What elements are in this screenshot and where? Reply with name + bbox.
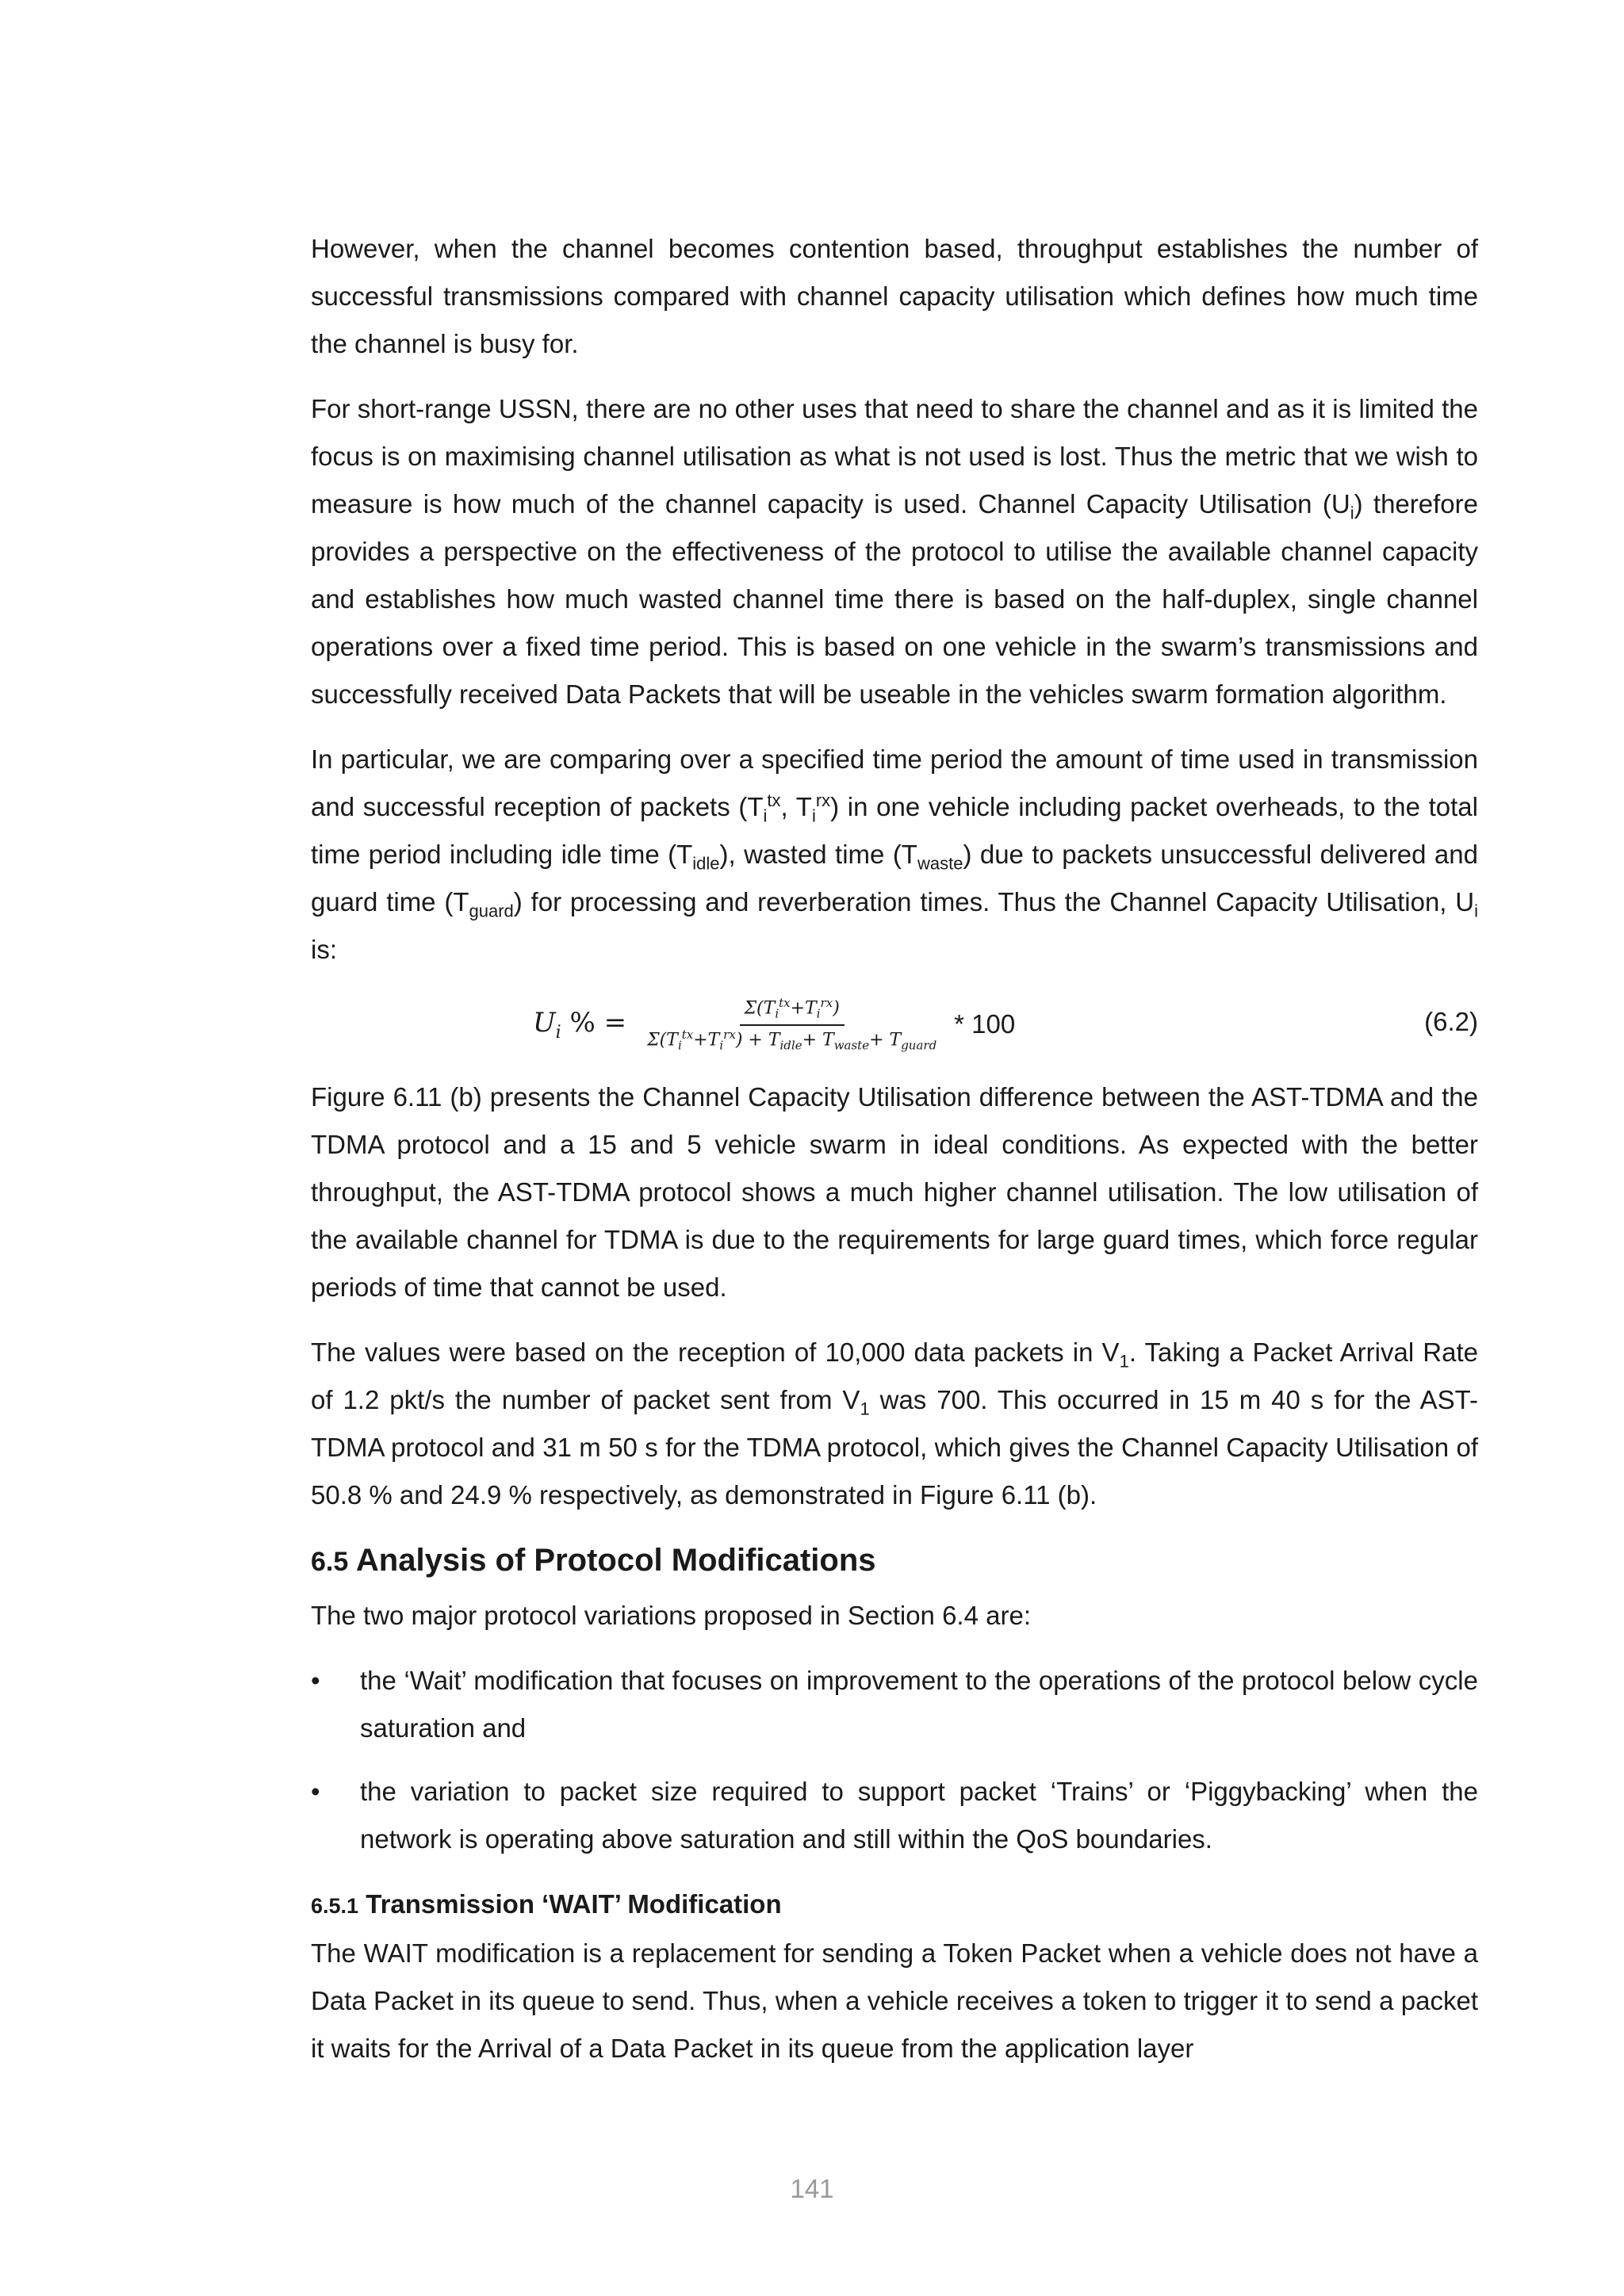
equation-6-2 bbox=[311, 991, 1478, 1058]
equation-body bbox=[533, 991, 1015, 1058]
paragraph-wait-modification: The WAIT modification is a replacement for sending a Token Packet when a vehicle does not have a Data Packet in its queue to send. Thus, when a vehicle receives a token to trigger it to send a packet it waits for the Arrival of a Data Packet in its queue from the application layer bbox=[311, 1938, 1478, 2063]
page-content bbox=[311, 225, 1478, 2090]
bullet-item: • the ‘Wait’ modification that focuses on improvement to the operations of the protocol below cycle saturation and bbox=[311, 1657, 1478, 1752]
paragraph-values: The values were based on the reception of 10,000 data packets in $V_1$. Taking a Packet Arrival Rate of 1.2 pkt/s the number of packet sent from $V_1$ was 700. This occurred in 15 m 40 s for the AST-TDMA protocol and 31 m 50 s for the TDMA protocol, which gives the Channel Capacity Utilisation of 50.8 % and 24.9 % respectively, as demonstrated in Figure 6.11 (b). bbox=[311, 1337, 1478, 1510]
paragraph-variations-intro: The two major protocol variations proposed in Section 6.4 are: bbox=[311, 1601, 1031, 1630]
section-heading: 6.5 Analysis of Protocol Modifications bbox=[311, 1543, 876, 1578]
equation-number: (6.2) bbox=[1424, 1007, 1478, 1036]
equation-rhs: * 100 bbox=[954, 1009, 1016, 1039]
bullet-item: • the variation to packet size required to support packet ‘Trains’ or ‘Piggybacking’ when the network is operating above saturation and still within the QoS boundaries. bbox=[311, 1768, 1478, 1863]
equation-lhs: $U_i$ % = bbox=[533, 1006, 627, 1043]
bullet-marker: • bbox=[311, 1777, 320, 1806]
bullet-marker: • bbox=[311, 1666, 320, 1695]
paragraph-comparison-definition: In particular, we are comparing over a specified time period the amount of time used in transmission and successful reception of packets ($T_i^{tx}$, $T_i^{rx}$) in one vehicle including packet overheads, to the total time period including idle time $(T_{idle})$, wasted time $(T_{waste})$ due to packets unsuccessful delivered and guard time $(T_{guard})$ for processing and reverberation times. Thus the Channel Capacity Utilisation, $U_i$ is: bbox=[311, 744, 1478, 964]
page-number: 141 bbox=[790, 2174, 834, 2203]
equation-denominator: $\Sigma(T_i^{tx}+T_i^{rx}) + T_{idle}+ T_{waste}+ T_{guard}$ bbox=[647, 1027, 937, 1053]
paragraph-channel-utilisation: For short-range USSN, there are no other uses that need to share the channel and as it is limited the focus is on maximising channel utilisation as what is not used is lost. Thus the metric that we wish to measure is how much of the channel capacity is used. Channel Capacity Utilisation $(U_i)$ therefore provides a perspective on the effectiveness of the protocol to utilise the available channel capacity and establishes how much wasted channel time there is based on the half-duplex, single channel operations over a fixed time period. This is based on one vehicle in the swarm’s transmissions and successfully received Data Packets that will be useable in the vehicles swarm formation algorithm. bbox=[311, 394, 1478, 709]
bullet-list bbox=[311, 1657, 1478, 1863]
paragraph-throughput: However, when the channel becomes contention based, throughput establishes the number of successful transmissions compared with channel capacity utilisation which defines how much time the channel is busy for. bbox=[311, 234, 1478, 358]
equation-fraction bbox=[642, 996, 941, 1052]
subsection-heading: 6.5.1 Transmission ‘WAIT’ Modification bbox=[311, 1889, 782, 1919]
equation-numerator: $\Sigma(T_i^{tx}+T_i^{rx})$ bbox=[740, 996, 845, 1026]
paragraph-figure-discussion: Figure 6.11 (b) presents the Channel Capacity Utilisation difference between the AST-TDMA and the TDMA protocol and a 15 and 5 vehicle swarm in ideal conditions. As expected with the better throughput, the AST-TDMA protocol shows a much higher channel utilisation. The low utilisation of the available channel for TDMA is due to the requirements for large guard times, which force regular periods of time that cannot be used. bbox=[311, 1082, 1478, 1302]
